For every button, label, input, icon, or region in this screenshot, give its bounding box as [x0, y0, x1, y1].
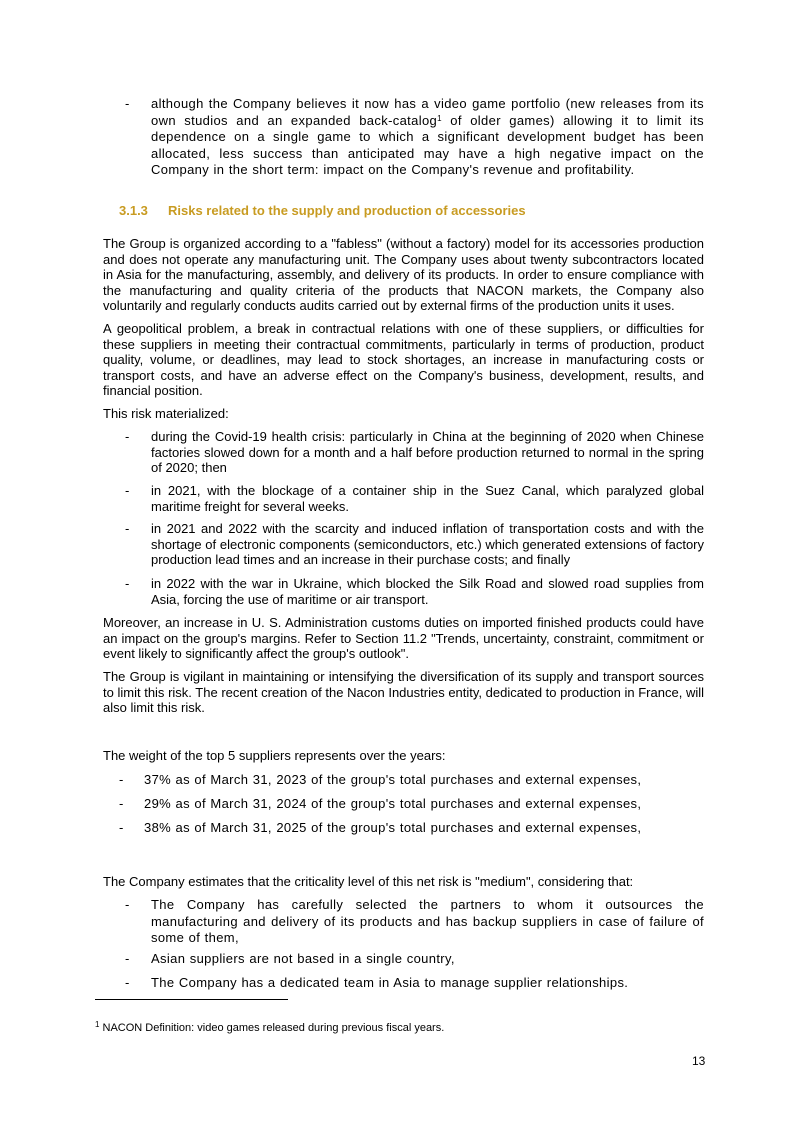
list-dash: - — [125, 975, 130, 990]
list-dash: - — [125, 96, 130, 111]
list-item-text: The Company has carefully selected the partners to whom it outsources the manufacturing and delivery of its products and has backup suppliers in case of failure of some of them, — [151, 897, 704, 946]
criticality-item-2 — [103, 951, 704, 967]
list-item-text: during the Covid-19 health crisis: particularly in China at the beginning of 2020 when Chinese factories slowed down for a month and a half before production returned to normal in the spring of 2020; then — [151, 429, 704, 475]
paragraph-geopolitical — [103, 321, 704, 399]
list-item-text: 29% as of March 31, 2024 of the group's total purchases and external expenses, — [144, 796, 642, 811]
footnote — [95, 1022, 444, 1035]
list-item-text: The Company has a dedicated team in Asia to manage supplier relationships. — [151, 975, 629, 990]
list-item — [103, 429, 704, 476]
list-item — [103, 897, 704, 947]
list-item — [103, 975, 704, 991]
list-item-text: in 2022 with the war in Ukraine, which blocked the Silk Road and slowed road supplies from Asia, forcing the use of maritime or air transport. — [151, 576, 704, 607]
paragraph: A geopolitical problem, a break in contractual relations with one of these suppliers, or difficulties for these suppliers in meeting their contractual commitments, particularly in terms of production, product quality, volume, or deadlines, may lead to stock shortages, an increase in manufacturing costs or transport costs, and have an adverse effect on the Company's business, development, results, and financial position. — [103, 321, 704, 398]
footnote-reference: 1 — [437, 113, 442, 123]
list-item — [103, 576, 704, 607]
list-dash: - — [125, 897, 130, 912]
paragraph-diversification — [103, 669, 704, 716]
paragraph: Moreover, an increase in U. S. Administration customs duties on imported finished products could have an impact on the group's margins. Refer to Section 11.2 "Trends, uncertainty, constraint, commitment or event likely to significantly affect the group's outlook". — [103, 615, 704, 661]
list-item-text: in 2021, with the blockage of a container ship in the Suez Canal, which paralyzed global maritime freight for several weeks. — [151, 483, 704, 514]
paragraph-customs — [103, 615, 704, 662]
suppliers-item-3 — [103, 820, 704, 836]
materialized-item-1 — [103, 429, 704, 476]
paragraph: The weight of the top 5 suppliers represents over the years: — [103, 748, 446, 763]
paragraph: The Company estimates that the criticality level of this net risk is "medium", considering that: — [103, 874, 634, 889]
criticality-item-1 — [103, 897, 704, 947]
paragraph: The Group is vigilant in maintaining or intensifying the diversification of its supply and transport sources to limit this risk. The recent creation of the Nacon Industries entity, dedicated to production in France, will also limit this risk. — [103, 669, 704, 715]
footnote-text: NACON Definition: video games released during previous fiscal years. — [99, 1022, 445, 1034]
list-item-text: in 2021 and 2022 with the scarcity and induced inflation of transportation costs and with the shortage of electronic components (semiconductors, etc.) which generated extensions of factory production lead times and an increase in their purchase costs; and finally — [151, 521, 704, 567]
paragraph: This risk materialized: — [103, 406, 229, 421]
criticality-item-3 — [103, 975, 704, 991]
section-heading — [119, 203, 526, 219]
suppliers-item-1 — [103, 772, 704, 788]
list-dash: - — [125, 429, 130, 444]
list-dash: - — [125, 951, 130, 966]
paragraph: The Group is organized according to a "fabless" (without a factory) model for its accessories production and does not operate any manufacturing unit. The Company uses about twenty subcontractors located in Asia for the manufacturing, assembly, and delivery of its products. In order to ensure compliance with the manufacturing and quality criteria of the products that NACON markets, the Company also voluntarily and regularly conducts audits carried out by external firms of the production units it uses. — [103, 236, 704, 313]
intro-bullet-text-a: although the Company believes it now has a video game portfolio (new releases from its own studios and an expanded back-catalog — [151, 96, 704, 128]
footnote-divider — [95, 999, 288, 1000]
list-dash: - — [119, 820, 124, 835]
list-item-text: 38% as of March 31, 2025 of the group's total purchases and external expenses, — [144, 820, 642, 835]
section-title: Risks related to the supply and production of accessories — [168, 203, 526, 218]
list-item — [103, 796, 704, 812]
list-item — [103, 96, 704, 179]
list-item — [103, 951, 704, 967]
materialized-item-2 — [103, 483, 704, 514]
list-dash: - — [125, 576, 130, 591]
paragraph-fabless — [103, 236, 704, 314]
criticality-intro — [103, 874, 704, 890]
list-dash: - — [125, 483, 130, 498]
footnote-marker: 1 — [95, 1020, 100, 1029]
list-item-text: Asian suppliers are not based in a single country, — [151, 951, 455, 966]
list-dash: - — [119, 772, 124, 787]
list-item — [103, 820, 704, 836]
list-dash: - — [119, 796, 124, 811]
list-item — [103, 521, 704, 568]
paragraph-materialized — [103, 406, 704, 422]
suppliers-item-2 — [103, 796, 704, 812]
list-item-text: 37% as of March 31, 2023 of the group's total purchases and external expenses, — [144, 772, 642, 787]
page-number: 13 — [692, 1054, 706, 1068]
list-item — [103, 483, 704, 514]
suppliers-intro — [103, 748, 704, 764]
materialized-item-3 — [103, 521, 704, 568]
list-item — [103, 772, 704, 788]
intro-bullet — [103, 96, 704, 179]
list-dash: - — [125, 521, 130, 536]
intro-bullet-text-b: of older games) allowing it to limit its dependence on a single game to which a significant development budget has been allocated, less success than anticipated may have a high negative impact on the Company in the short term: impact on the Company's revenue and profitability. — [151, 112, 704, 178]
section-number: 3.1.3 — [119, 203, 148, 218]
materialized-item-4 — [103, 576, 704, 607]
